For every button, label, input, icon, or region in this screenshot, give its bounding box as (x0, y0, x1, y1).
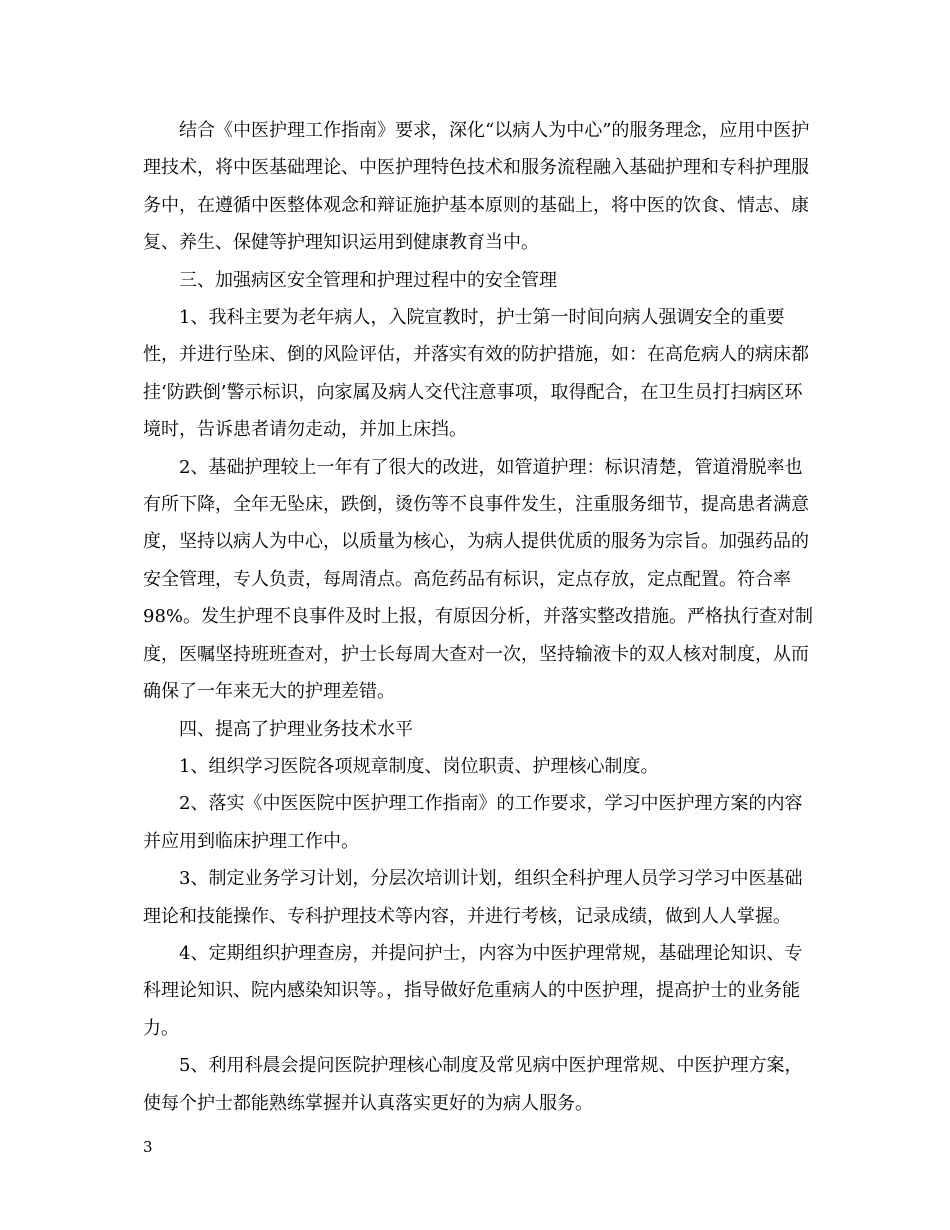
paragraph-skills-2: 2、落实《中医医院中医护理工作指南》的工作要求，学习中医护理方案的内容并应用到临床护理工作中。 (143, 793, 803, 852)
page-number: 3 (143, 1138, 153, 1156)
paragraph-skills-3: 3、制定业务学习计划，分层次培训计划，组织全科护理人员学习学习中医基础理论和技能操作、专科护理技术等内容，并进行考核，记录成绩，做到人人掌握。 (143, 868, 803, 927)
section-heading-skills: 四、提高了护理业务技术水平 (179, 718, 413, 740)
document-body (143, 112, 813, 1122)
paragraph-skills-1: 1、组织学习医院各项规章制度、岗位职责、护理核心制度。 (179, 755, 659, 777)
paragraph-safety-2: 2、基础护理较上一年有了很大的改进，如管道护理：标识清楚，管道滑脱率也有所下降，全年无坠床，跌倒，烫伤等不良事件发生，注重服务细节，提高患者满意度，坚持以病人为中心，以质量为核心，为病人提供优质的服务为宗旨。加强药品的安全管理，专人负责，每周清点。高危药品有标识，定点存放，定点配置。符合率98%。发生护理不良事件及时上报，有原因分析，并落实整改措施。严格执行查对制度，医嘱坚持班班查对，护士长每周大查对一次，坚持输液卡的双人核对制度，从而确保了一年来无大的护理差错。 (143, 456, 814, 703)
paragraph-skills-4: 4、定期组织护理查房，并提问护士，内容为中医护理常规，基础理论知识、专科理论知识、院内感染知识等。，指导做好危重病人的中医护理，提高护士的业务能力。 (143, 942, 803, 1039)
section-heading-safety: 三、加强病区安全管理和护理过程中的安全管理 (179, 269, 557, 291)
paragraph-safety-1: 1、我科主要为老年病人，入院宣教时，护士第一时间向病人强调安全的重要性，并进行坠床、倒的风险评估，并落实有效的防护措施，如：在高危病人的病床都挂‘防跌倒’警示标识，向家属及病人交代注意事项，取得配合，在卫生员打扫病区环境时，告诉患者请勿走动，并加上床挡。 (143, 307, 809, 441)
paragraph-skills-5: 5、利用科晨会提问医院护理核心制度及常见病中医护理常规、中医护理方案，使每个护士都能熟练掌握并认真落实更好的为病人服务。 (143, 1055, 803, 1114)
paragraph-tcm-guideline: 结合《中医护理工作指南》要求，深化“以病人为中心”的服务理念，应用中医护理技术，将中医基础理论、中医护理特色技术和服务流程融入基础护理和专科护理服务中，在遵循中医整体观念和辩证施护基本原则的基础上，将中医的饮食、情志、康复、养生、保健等护理知识运用到健康教育当中。 (143, 120, 810, 254)
